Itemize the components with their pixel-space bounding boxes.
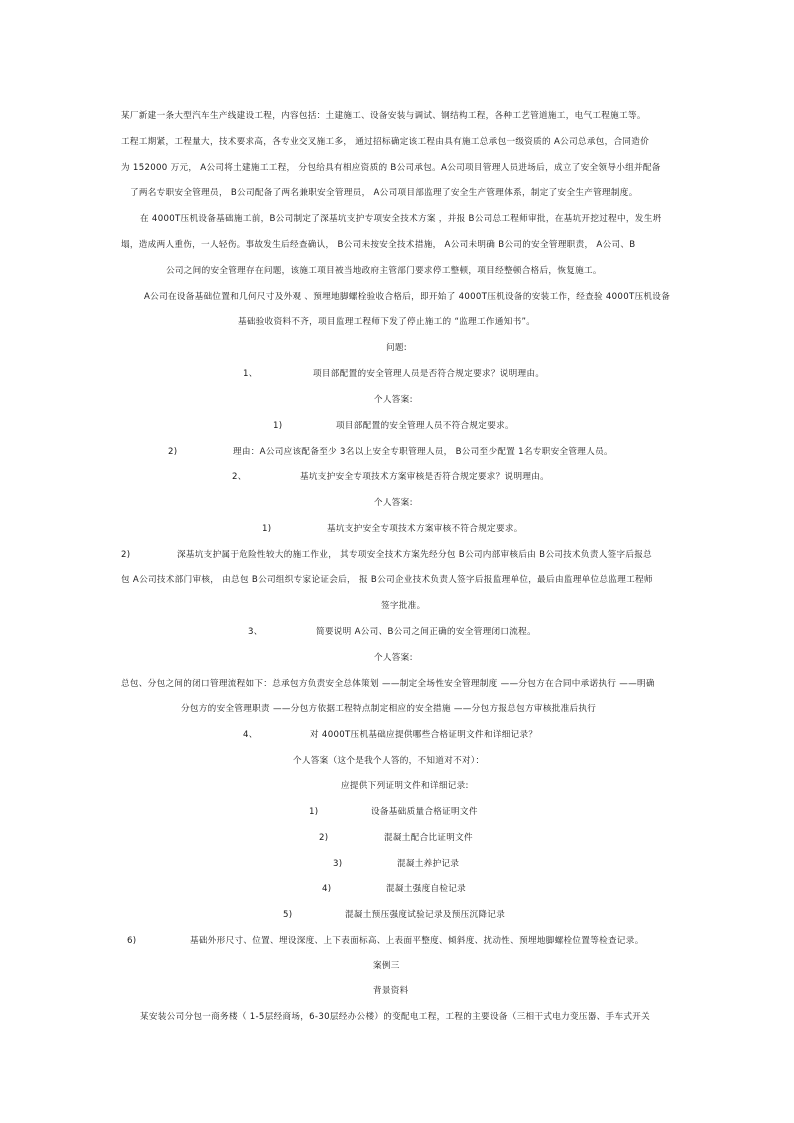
answer-item-text: 包 A公司技术部门审核， 由总包 B公司组织专家论证会后， 报 B公司企业技术负责人签字后报监理单位，最后由监理单位总监理工程师	[121, 575, 653, 585]
body-text-line: 基础验收资料不齐，项目监理工程师下发了停止施工的 “监理工作通知书”。	[238, 317, 536, 327]
list-item-text: 设备基础质量合格证明文件	[371, 807, 478, 817]
body-text-line: 在 4000T压机设备基础施工前，B公司制定了深基坑支护专项安全技术方案 ，并报 B公司总工程师审批，在基坑开挖过程中，发生坍	[140, 214, 662, 224]
body-text-line: 为 152000 万元， A公司将土建施工工程， 分包给具有相应资质的 B公司承包。A公司项目管理人员进场后，成立了安全领导小组并配备	[121, 163, 661, 173]
question-text: 基坑支护安全专项技术方案审核是否符合规定要求？说明理由。	[300, 472, 550, 482]
answer-label: 个人答案:	[374, 395, 413, 405]
questions-heading: 问题:	[386, 343, 407, 353]
answer-text: 总包、分包之间的闭口管理流程如下：总承包方负责安全总体策划 ——制定全场性安全管理制度 ——分包方在合同中承诺执行 ——明确	[121, 679, 655, 689]
answer-item-number: 2)	[121, 550, 131, 560]
body-text-line: 了两名专职安全管理员， B公司配备了两名兼职安全管理员， A公司项目部监理了安全生产管理体系，制定了安全生产管理制度。	[130, 188, 638, 198]
answer-text: 分包方的安全管理职责 ——分包方依据工程特点制定相应的安全措施 ——分包方报总包方审核批准后执行	[181, 704, 597, 714]
question-number: 1、	[243, 369, 258, 379]
question-text: 项目部配置的安全管理人员是否符合规定要求？说明理由。	[313, 369, 545, 379]
question-text: 对 4000T压机基础应提供哪些合格证明文件和详细记录？	[310, 730, 538, 740]
body-text-line: 某厂新建一条大型汽车生产线建设工程，内容包括：土建施工、设备安装与调试、钢结构工程，各种工艺管道施工，电气工程施工等。	[121, 111, 646, 121]
list-item-text: 混凝土配合比证明文件	[384, 833, 473, 843]
body-text-line: 某安装公司分包一商务楼（ 1-5层经商场，6-30层经办公楼）的变配电工程，工程的主要设备（三相干式电力变压器、手车式开关	[140, 1012, 651, 1022]
list-item-text: 基础外形尺寸、位置、埋设深度、上下表面标高、上表面平整度、倾斜度、扰动性、预埋地脚螺栓位置等检查记录。	[190, 936, 644, 946]
answer-label: 个人答案（这个是我个人答的，不知道对不对）：	[293, 756, 485, 766]
list-item-text: 混凝土养护记录	[397, 859, 460, 869]
answer-item-number: 1)	[262, 524, 272, 534]
section-subtitle: 背景资料	[373, 986, 409, 996]
answer-label: 个人答案:	[374, 653, 413, 663]
question-number: 2、	[232, 472, 247, 482]
answer-item-text: 基坑支护安全专项技术方案审核不符合规定要求。	[327, 524, 523, 534]
list-item-number: 4)	[322, 884, 332, 894]
answer-item-text: 项目部配置的安全管理人员不符合规定要求。	[336, 421, 514, 431]
answer-intro: 应提供下列证明文件和详细记录:	[341, 781, 469, 791]
body-text-line: 塌，造成两人重伤，一人轻伤。事故发生后经查确认， B公司未按安全技术措施， A公司未明确 B公司的安全管理职责， A公司、B	[121, 240, 636, 250]
list-item-number: 2)	[319, 833, 329, 843]
answer-item-number: 2)	[168, 447, 178, 457]
body-text-line: A公司在设备基础位置和几何尺寸及外观 、预埋地脚螺栓验收合格后，即开始了 4000T压机设备的安装工作，经查验 4000T压机设备	[144, 292, 671, 302]
question-number: 4、	[243, 730, 258, 740]
body-text-line: 工程工期紧，工程量大，技术要求高，各专业交叉施工多， 通过招标确定该工程由具有施工总承包一级资质的 A公司总承包，合同造价	[121, 137, 650, 147]
list-item-number: 3)	[333, 859, 343, 869]
answer-label: 个人答案:	[374, 498, 413, 508]
list-item-number: 6)	[127, 936, 137, 946]
question-text: 简要说明 A公司、B公司之间正确的安全管理闭口流程。	[316, 627, 536, 637]
list-item-text: 混凝土强度自检记录	[386, 884, 467, 894]
list-item-text: 混凝土预压强度试验记录及预压沉降记录	[345, 910, 506, 920]
answer-item-text: 理由：A公司应该配备至少 3名以上安全专职管理人员， B公司至少配置 1名专职安全管理人员。	[233, 447, 613, 457]
answer-item-text: 签字批准。	[381, 601, 426, 611]
answer-item-text: 深基坑支护属于危险性较大的施工作业， 其专项安全技术方案先经分包 B公司内部审核后由 B公司技术负责人签字后报总	[177, 550, 653, 560]
question-number: 3、	[248, 627, 263, 637]
list-item-number: 1)	[309, 807, 319, 817]
section-title: 案例三	[373, 961, 400, 971]
answer-item-number: 1)	[273, 421, 283, 431]
body-text-line: 公司之间的安全管理存在问题，该施工项目被当地政府主管部门要求停工整顿，项目经整顿合格后，恢复施工。	[166, 266, 602, 276]
list-item-number: 5)	[283, 910, 293, 920]
